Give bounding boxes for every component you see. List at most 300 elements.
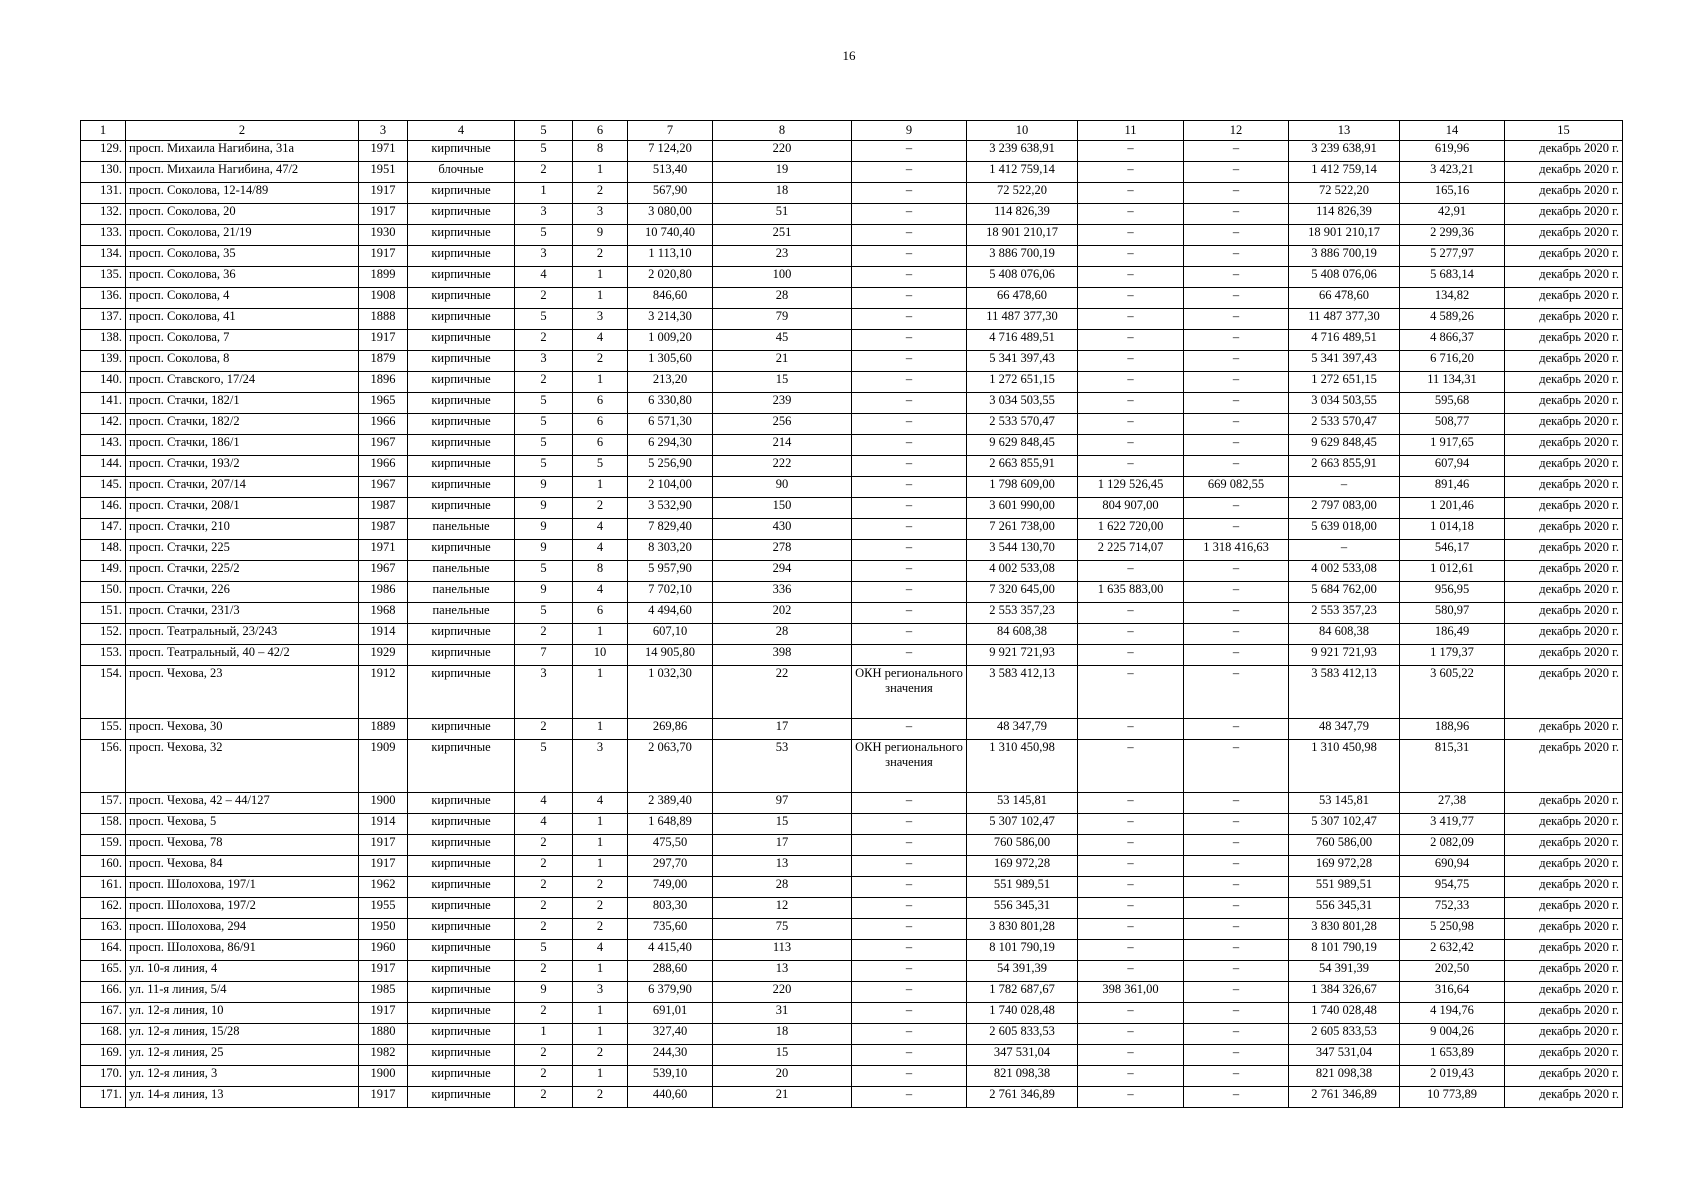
table-cell: – — [852, 1024, 967, 1045]
table-cell: – — [852, 877, 967, 898]
table-row — [81, 330, 1623, 351]
table-cell: 4 194,76 — [1400, 1003, 1505, 1024]
table-cell: 1971 — [359, 540, 408, 561]
table-cell: – — [1078, 288, 1184, 309]
column-header: 9 — [852, 121, 967, 141]
table-cell: 5 — [515, 309, 573, 330]
table-row — [81, 414, 1623, 435]
table-cell: 398 361,00 — [1078, 982, 1184, 1003]
table-cell: 18 901 210,17 — [1289, 225, 1400, 246]
table-cell: 170. — [81, 1066, 126, 1087]
table-cell: 159. — [81, 835, 126, 856]
table-cell: 2 063,70 — [628, 740, 713, 793]
table-cell: 161. — [81, 877, 126, 898]
table-cell: – — [852, 561, 967, 582]
table-cell: 31 — [713, 1003, 852, 1024]
table-cell: кирпичные — [408, 372, 515, 393]
table-cell: просп. Стачки, 225/2 — [126, 561, 359, 582]
table-cell: 18 901 210,17 — [967, 225, 1078, 246]
table-cell: 5 — [515, 225, 573, 246]
table-cell: 137. — [81, 309, 126, 330]
table-cell: 3 886 700,19 — [967, 246, 1078, 267]
table-row — [81, 603, 1623, 624]
table-cell: – — [1184, 1024, 1289, 1045]
table-cell: 3 239 638,91 — [1289, 141, 1400, 162]
table-cell: 1962 — [359, 877, 408, 898]
table-row — [81, 204, 1623, 225]
table-cell: декабрь 2020 г. — [1505, 814, 1623, 835]
table-cell: 1 — [573, 1024, 628, 1045]
table-cell: 51 — [713, 204, 852, 225]
table-cell: 4 — [573, 940, 628, 961]
table-cell: 97 — [713, 793, 852, 814]
table-cell: 1 798 609,00 — [967, 477, 1078, 498]
table-cell: просп. Михаила Нагибина, 47/2 — [126, 162, 359, 183]
table-cell: – — [852, 1045, 967, 1066]
table-cell: – — [1184, 288, 1289, 309]
table-cell: просп. Соколова, 41 — [126, 309, 359, 330]
table-cell: 3 080,00 — [628, 204, 713, 225]
table-cell: – — [1078, 351, 1184, 372]
table-cell: просп. Шолохова, 197/1 — [126, 877, 359, 898]
table-cell: 9 629 848,45 — [1289, 435, 1400, 456]
table-cell: декабрь 2020 г. — [1505, 1024, 1623, 1045]
table-cell: 28 — [713, 877, 852, 898]
table-cell: просп. Чехова, 23 — [126, 666, 359, 719]
table-cell: – — [1184, 740, 1289, 793]
table-cell: 13 — [713, 961, 852, 982]
table-cell: 1 129 526,45 — [1078, 477, 1184, 498]
table-cell: 146. — [81, 498, 126, 519]
table-cell: – — [852, 204, 967, 225]
table-cell: 134. — [81, 246, 126, 267]
table-cell: 5 — [515, 940, 573, 961]
table-cell: декабрь 2020 г. — [1505, 141, 1623, 162]
table-cell: 752,33 — [1400, 898, 1505, 919]
table-cell: 1912 — [359, 666, 408, 719]
table-cell: кирпичные — [408, 793, 515, 814]
table-cell: 1967 — [359, 435, 408, 456]
table-cell: – — [1078, 309, 1184, 330]
table-row — [81, 309, 1623, 330]
table-cell: 760 586,00 — [1289, 835, 1400, 856]
table-cell: кирпичные — [408, 645, 515, 666]
table-cell: 1917 — [359, 835, 408, 856]
table-cell: 1 032,30 — [628, 666, 713, 719]
table-cell: 156. — [81, 740, 126, 793]
table-cell: декабрь 2020 г. — [1505, 414, 1623, 435]
table-cell: кирпичные — [408, 624, 515, 645]
table-cell: – — [852, 645, 967, 666]
table-cell: – — [1184, 246, 1289, 267]
table-cell: 3 544 130,70 — [967, 540, 1078, 561]
table-cell: 551 989,51 — [967, 877, 1078, 898]
table-cell: 1 113,10 — [628, 246, 713, 267]
table-cell: – — [1184, 267, 1289, 288]
table-cell: 1917 — [359, 1003, 408, 1024]
table-cell: 8 101 790,19 — [967, 940, 1078, 961]
table-cell: просп. Чехова, 42 – 44/127 — [126, 793, 359, 814]
table-cell: – — [1184, 435, 1289, 456]
table-cell: кирпичные — [408, 393, 515, 414]
table-cell: – — [1078, 856, 1184, 877]
table-cell: 22 — [713, 666, 852, 719]
table-cell: – — [1078, 267, 1184, 288]
table-cell: 4 — [515, 793, 573, 814]
table-cell: 9 629 848,45 — [967, 435, 1078, 456]
table-cell: 3 — [573, 982, 628, 1003]
table-cell: 5 — [515, 414, 573, 435]
table-cell: 152. — [81, 624, 126, 645]
table-cell: просп. Стачки, 210 — [126, 519, 359, 540]
table-cell: 5 684 762,00 — [1289, 582, 1400, 603]
table-cell: 1917 — [359, 183, 408, 204]
table-cell: – — [1078, 1024, 1184, 1045]
table-cell: 42,91 — [1400, 204, 1505, 225]
table-cell: 2 797 083,00 — [1289, 498, 1400, 519]
table-cell: 72 522,20 — [1289, 183, 1400, 204]
table-cell: 2 — [515, 877, 573, 898]
table-cell: декабрь 2020 г. — [1505, 1003, 1623, 1024]
table-cell: 5 341 397,43 — [967, 351, 1078, 372]
table-cell: декабрь 2020 г. — [1505, 582, 1623, 603]
table-cell: 1965 — [359, 393, 408, 414]
table-cell: 163. — [81, 919, 126, 940]
table-cell: 244,30 — [628, 1045, 713, 1066]
table-cell: 294 — [713, 561, 852, 582]
table-cell: 4 716 489,51 — [1289, 330, 1400, 351]
column-header: 14 — [1400, 121, 1505, 141]
table-cell: 27,38 — [1400, 793, 1505, 814]
table-cell: – — [1184, 603, 1289, 624]
table-cell: 11 134,31 — [1400, 372, 1505, 393]
table-cell: декабрь 2020 г. — [1505, 393, 1623, 414]
table-cell: – — [1184, 330, 1289, 351]
table-cell: – — [1078, 330, 1184, 351]
table-cell: декабрь 2020 г. — [1505, 498, 1623, 519]
table-row — [81, 519, 1623, 540]
table-cell: 4 415,40 — [628, 940, 713, 961]
table-cell: 213,20 — [628, 372, 713, 393]
table-cell: 1 — [515, 1024, 573, 1045]
table-cell: 3 601 990,00 — [967, 498, 1078, 519]
table-cell: 3 239 638,91 — [967, 141, 1078, 162]
table-cell: 1 201,46 — [1400, 498, 1505, 519]
table-cell: 539,10 — [628, 1066, 713, 1087]
table-cell: – — [1184, 1066, 1289, 1087]
table-cell: просп. Стачки, 225 — [126, 540, 359, 561]
table-cell: кирпичные — [408, 477, 515, 498]
table-cell: 222 — [713, 456, 852, 477]
table-cell: 1960 — [359, 940, 408, 961]
table-cell: 220 — [713, 141, 852, 162]
table-cell: 28 — [713, 288, 852, 309]
table-cell: 100 — [713, 267, 852, 288]
table-cell: 475,50 — [628, 835, 713, 856]
table-cell: декабрь 2020 г. — [1505, 1066, 1623, 1087]
table-cell: 815,31 — [1400, 740, 1505, 793]
table-cell: 804 907,00 — [1078, 498, 1184, 519]
table-cell: просп. Чехова, 78 — [126, 835, 359, 856]
table-cell: 2 299,36 — [1400, 225, 1505, 246]
table-cell: 3 034 503,55 — [967, 393, 1078, 414]
table-cell: 2 663 855,91 — [967, 456, 1078, 477]
table-cell: 79 — [713, 309, 852, 330]
table-cell: – — [852, 540, 967, 561]
table-cell: – — [852, 1087, 967, 1108]
table-cell: декабрь 2020 г. — [1505, 603, 1623, 624]
table-cell: 5 — [515, 141, 573, 162]
table-cell: 1966 — [359, 456, 408, 477]
table-cell: кирпичные — [408, 961, 515, 982]
table-cell: 1 272 651,15 — [967, 372, 1078, 393]
table-cell: 2 663 855,91 — [1289, 456, 1400, 477]
table-cell: 6 — [573, 393, 628, 414]
table-cell: – — [852, 162, 967, 183]
table-cell: кирпичные — [408, 330, 515, 351]
table-cell: 114 826,39 — [1289, 204, 1400, 225]
table-cell: 278 — [713, 540, 852, 561]
table-cell: 166. — [81, 982, 126, 1003]
table-cell: 134,82 — [1400, 288, 1505, 309]
table-cell: 21 — [713, 351, 852, 372]
table-cell: 2 225 714,07 — [1078, 540, 1184, 561]
table-row — [81, 498, 1623, 519]
table-cell: 2 533 570,47 — [1289, 414, 1400, 435]
table-cell: 14 905,80 — [628, 645, 713, 666]
table-cell: 1 648,89 — [628, 814, 713, 835]
table-cell: кирпичные — [408, 225, 515, 246]
table-cell: – — [852, 141, 967, 162]
table-cell: 6 — [573, 603, 628, 624]
table-cell: 113 — [713, 940, 852, 961]
table-cell: 1930 — [359, 225, 408, 246]
table-cell: 202 — [713, 603, 852, 624]
table-cell: декабрь 2020 г. — [1505, 519, 1623, 540]
table-cell: 398 — [713, 645, 852, 666]
table-cell: кирпичные — [408, 540, 515, 561]
table-cell: – — [1184, 814, 1289, 835]
table-cell: 9 — [515, 982, 573, 1003]
table-cell: кирпичные — [408, 740, 515, 793]
table-cell: 9 — [515, 540, 573, 561]
table-cell: 1896 — [359, 372, 408, 393]
table-cell: 803,30 — [628, 898, 713, 919]
table-cell: – — [1078, 246, 1184, 267]
column-header: 3 — [359, 121, 408, 141]
table-cell: 1917 — [359, 1087, 408, 1108]
table-cell: 4 002 533,08 — [967, 561, 1078, 582]
table-cell: – — [1184, 162, 1289, 183]
table-cell: 168. — [81, 1024, 126, 1045]
table-cell: 20 — [713, 1066, 852, 1087]
table-cell: 5 — [515, 435, 573, 456]
table-cell: 336 — [713, 582, 852, 603]
table-cell: просп. Соколова, 7 — [126, 330, 359, 351]
table-cell: – — [852, 519, 967, 540]
table-cell: 1 384 326,67 — [1289, 982, 1400, 1003]
table-cell: 2 — [573, 1045, 628, 1066]
table-cell: кирпичные — [408, 414, 515, 435]
table-cell: декабрь 2020 г. — [1505, 435, 1623, 456]
table-cell: 3 — [573, 740, 628, 793]
table-cell: кирпичные — [408, 1024, 515, 1045]
column-header: 5 — [515, 121, 573, 141]
table-cell: – — [1184, 877, 1289, 898]
table-cell: – — [1289, 477, 1400, 498]
table-row — [81, 372, 1623, 393]
table-cell: – — [1184, 393, 1289, 414]
table-cell: 2 — [515, 624, 573, 645]
table-cell: – — [1078, 603, 1184, 624]
table-cell: 6 716,20 — [1400, 351, 1505, 372]
table-cell: – — [852, 498, 967, 519]
table-cell: декабрь 2020 г. — [1505, 645, 1623, 666]
table-cell: кирпичные — [408, 204, 515, 225]
table-cell: декабрь 2020 г. — [1505, 456, 1623, 477]
table-cell: 10 740,40 — [628, 225, 713, 246]
table-cell: декабрь 2020 г. — [1505, 267, 1623, 288]
table-cell: 11 487 377,30 — [967, 309, 1078, 330]
table-cell: декабрь 2020 г. — [1505, 666, 1623, 719]
table-cell: 4 866,37 — [1400, 330, 1505, 351]
table-cell: 9 921 721,93 — [1289, 645, 1400, 666]
table-cell: – — [1078, 814, 1184, 835]
table-cell: 256 — [713, 414, 852, 435]
table-cell: 9 — [515, 582, 573, 603]
table-cell: 4 589,26 — [1400, 309, 1505, 330]
table-cell: 2 104,00 — [628, 477, 713, 498]
table-row — [81, 1003, 1623, 1024]
table-cell: панельные — [408, 603, 515, 624]
table-header-row — [81, 121, 1623, 141]
table-cell: 150 — [713, 498, 852, 519]
table-cell: 8 — [573, 141, 628, 162]
table-row — [81, 435, 1623, 456]
table-row — [81, 477, 1623, 498]
table-cell: декабрь 2020 г. — [1505, 919, 1623, 940]
table-cell: 11 487 377,30 — [1289, 309, 1400, 330]
table-cell: 1917 — [359, 330, 408, 351]
table-cell: 1917 — [359, 204, 408, 225]
table-cell: 1900 — [359, 1066, 408, 1087]
table-cell: – — [1184, 225, 1289, 246]
table-cell: 2 — [573, 1087, 628, 1108]
table-cell: – — [1184, 856, 1289, 877]
table-cell: 1900 — [359, 793, 408, 814]
table-cell: 129. — [81, 141, 126, 162]
table-cell: 1950 — [359, 919, 408, 940]
table-cell: декабрь 2020 г. — [1505, 162, 1623, 183]
table-cell: блочные — [408, 162, 515, 183]
table-cell: декабрь 2020 г. — [1505, 856, 1623, 877]
table-cell: 18 — [713, 1024, 852, 1045]
table-cell: 1 — [573, 372, 628, 393]
table-cell: 2 — [573, 877, 628, 898]
table-cell: – — [1184, 1003, 1289, 1024]
table-cell: кирпичные — [408, 1066, 515, 1087]
table-cell: 1985 — [359, 982, 408, 1003]
table-cell: 239 — [713, 393, 852, 414]
table-row — [81, 940, 1623, 961]
table-cell: 607,94 — [1400, 456, 1505, 477]
table-cell: 2 020,80 — [628, 267, 713, 288]
table-cell: – — [852, 835, 967, 856]
table-cell: кирпичные — [408, 856, 515, 877]
table-cell: 150. — [81, 582, 126, 603]
table-cell: просп. Стачки, 231/3 — [126, 603, 359, 624]
table-cell: 846,60 — [628, 288, 713, 309]
table-cell: кирпичные — [408, 267, 515, 288]
table-row — [81, 624, 1623, 645]
table-cell: 53 — [713, 740, 852, 793]
table-cell: 188,96 — [1400, 719, 1505, 740]
table-cell: панельные — [408, 519, 515, 540]
table-cell: 1 272 651,15 — [1289, 372, 1400, 393]
table-cell: кирпичные — [408, 1087, 515, 1108]
table-cell: 2 082,09 — [1400, 835, 1505, 856]
table-cell: – — [852, 898, 967, 919]
table-cell: – — [1078, 793, 1184, 814]
table-cell: 1917 — [359, 246, 408, 267]
table-cell: 145. — [81, 477, 126, 498]
table-cell: 8 303,20 — [628, 540, 713, 561]
table-cell: кирпичные — [408, 288, 515, 309]
table-cell: 327,40 — [628, 1024, 713, 1045]
table-cell: просп. Шолохова, 197/2 — [126, 898, 359, 919]
table-cell: декабрь 2020 г. — [1505, 351, 1623, 372]
table-cell: 891,46 — [1400, 477, 1505, 498]
table-cell: 347 531,04 — [1289, 1045, 1400, 1066]
table-cell: 1971 — [359, 141, 408, 162]
table-cell: 2 — [515, 719, 573, 740]
column-header: 7 — [628, 121, 713, 141]
table-cell: 220 — [713, 982, 852, 1003]
table-cell: 2 605 833,53 — [1289, 1024, 1400, 1045]
table-cell: декабрь 2020 г. — [1505, 288, 1623, 309]
table-cell: 1 009,20 — [628, 330, 713, 351]
table-cell: 3 532,90 — [628, 498, 713, 519]
table-cell: – — [1184, 1045, 1289, 1066]
table-cell: 821 098,38 — [1289, 1066, 1400, 1087]
table-cell: 1880 — [359, 1024, 408, 1045]
table-cell: просп. Шолохова, 86/91 — [126, 940, 359, 961]
table-cell: – — [1078, 919, 1184, 940]
table-cell: просп. Шолохова, 294 — [126, 919, 359, 940]
table-cell: 54 391,39 — [967, 961, 1078, 982]
table-cell: 136. — [81, 288, 126, 309]
table-cell: 1879 — [359, 351, 408, 372]
table-cell: 10 773,89 — [1400, 1087, 1505, 1108]
table-cell: 15 — [713, 1045, 852, 1066]
table-row — [81, 856, 1623, 877]
table-row — [81, 740, 1623, 793]
table-cell: 84 608,38 — [967, 624, 1078, 645]
table-cell: 3 830 801,28 — [1289, 919, 1400, 940]
table-cell: 1 917,65 — [1400, 435, 1505, 456]
table-cell: 3 605,22 — [1400, 666, 1505, 719]
table-cell: 15 — [713, 372, 852, 393]
table-cell: 2 — [515, 1003, 573, 1024]
table-cell: – — [852, 856, 967, 877]
table-cell: 5 — [515, 561, 573, 582]
table-cell: просп. Чехова, 32 — [126, 740, 359, 793]
table-cell: просп. Соколова, 12-14/89 — [126, 183, 359, 204]
table-cell: 551 989,51 — [1289, 877, 1400, 898]
table-cell: 4 — [573, 330, 628, 351]
table-cell: 21 — [713, 1087, 852, 1108]
table-cell: ул. 12-я линия, 10 — [126, 1003, 359, 1024]
